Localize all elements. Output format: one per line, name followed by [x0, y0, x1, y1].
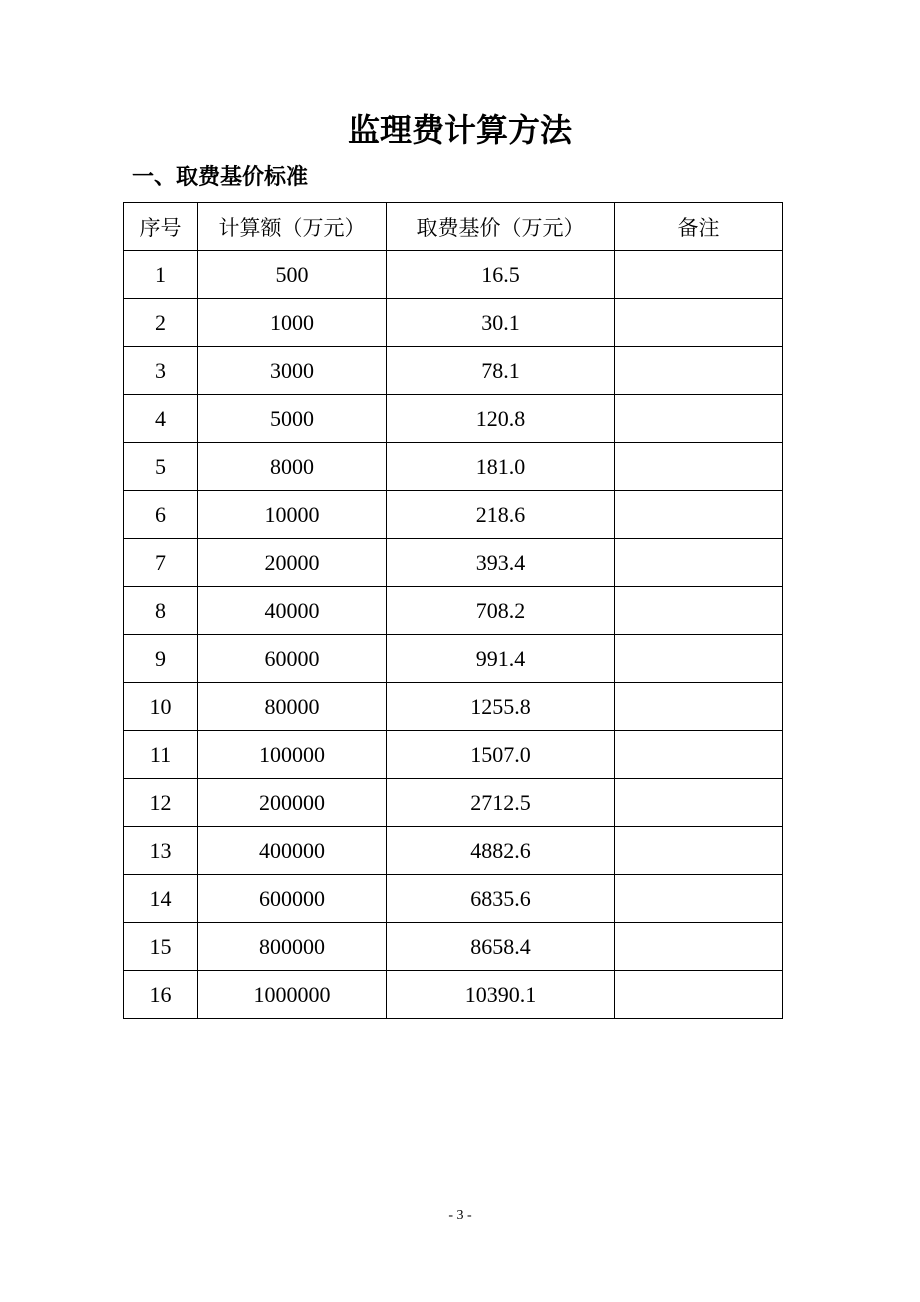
table-row: [124, 299, 783, 347]
cell-base-fee: 2712.5: [387, 779, 615, 827]
page-title: 监理费计算方法: [347, 111, 572, 149]
cell-index: 16: [124, 971, 198, 1019]
cell-amount: 400000: [198, 827, 387, 875]
cell-index: 12: [124, 779, 198, 827]
cell-remarks: [615, 587, 783, 635]
cell-remarks: [615, 491, 783, 539]
cell-amount: 200000: [198, 779, 387, 827]
table-row: [124, 971, 783, 1019]
cell-index: 5: [124, 443, 198, 491]
cell-index: 10: [124, 683, 198, 731]
cell-amount: 5000: [198, 395, 387, 443]
cell-amount: 20000: [198, 539, 387, 587]
section-heading: 一、取费基价标准: [132, 165, 309, 190]
cell-amount: 1000: [198, 299, 387, 347]
table-header-row: [124, 203, 783, 251]
table-row: [124, 347, 783, 395]
cell-base-fee: 708.2: [387, 587, 615, 635]
cell-amount: 3000: [198, 347, 387, 395]
cell-index: 11: [124, 731, 198, 779]
cell-amount: 800000: [198, 923, 387, 971]
fee-table: [123, 202, 783, 1019]
cell-remarks: [615, 875, 783, 923]
cell-remarks: [615, 539, 783, 587]
table-row: [124, 587, 783, 635]
cell-base-fee: 393.4: [387, 539, 615, 587]
table-row: [124, 395, 783, 443]
cell-remarks: [615, 251, 783, 299]
table-row: [124, 635, 783, 683]
cell-index: 9: [124, 635, 198, 683]
header-remarks: 备注: [615, 203, 783, 251]
cell-amount: 8000: [198, 443, 387, 491]
cell-base-fee: 218.6: [387, 491, 615, 539]
cell-amount: 100000: [198, 731, 387, 779]
cell-amount: 80000: [198, 683, 387, 731]
cell-base-fee: 1507.0: [387, 731, 615, 779]
cell-remarks: [615, 299, 783, 347]
cell-amount: 60000: [198, 635, 387, 683]
table-row: [124, 539, 783, 587]
cell-base-fee: 16.5: [387, 251, 615, 299]
table-row: [124, 779, 783, 827]
cell-amount: 1000000: [198, 971, 387, 1019]
cell-remarks: [615, 347, 783, 395]
table-row: [124, 683, 783, 731]
cell-base-fee: 30.1: [387, 299, 615, 347]
cell-base-fee: 181.0: [387, 443, 615, 491]
cell-remarks: [615, 827, 783, 875]
cell-remarks: [615, 683, 783, 731]
table-row: [124, 827, 783, 875]
cell-remarks: [615, 443, 783, 491]
table-row: [124, 251, 783, 299]
cell-remarks: [615, 971, 783, 1019]
table-body: [124, 251, 783, 1019]
cell-remarks: [615, 779, 783, 827]
cell-base-fee: 6835.6: [387, 875, 615, 923]
table-row: [124, 923, 783, 971]
cell-base-fee: 4882.6: [387, 827, 615, 875]
cell-amount: 10000: [198, 491, 387, 539]
cell-remarks: [615, 731, 783, 779]
page-number: - 3 -: [448, 1208, 472, 1223]
table-row: [124, 491, 783, 539]
cell-index: 6: [124, 491, 198, 539]
cell-amount: 500: [198, 251, 387, 299]
cell-remarks: [615, 395, 783, 443]
cell-base-fee: 991.4: [387, 635, 615, 683]
cell-base-fee: 8658.4: [387, 923, 615, 971]
table-row: [124, 443, 783, 491]
table-row: [124, 731, 783, 779]
cell-amount: 40000: [198, 587, 387, 635]
cell-index: 7: [124, 539, 198, 587]
cell-index: 15: [124, 923, 198, 971]
header-base-fee: 取费基价（万元）: [387, 203, 615, 251]
cell-base-fee: 1255.8: [387, 683, 615, 731]
cell-index: 14: [124, 875, 198, 923]
cell-base-fee: 78.1: [387, 347, 615, 395]
header-index: 序号: [124, 203, 198, 251]
cell-index: 8: [124, 587, 198, 635]
cell-base-fee: 120.8: [387, 395, 615, 443]
cell-index: 3: [124, 347, 198, 395]
cell-index: 4: [124, 395, 198, 443]
cell-remarks: [615, 923, 783, 971]
cell-base-fee: 10390.1: [387, 971, 615, 1019]
cell-remarks: [615, 635, 783, 683]
cell-index: 13: [124, 827, 198, 875]
header-amount: 计算额（万元）: [198, 203, 387, 251]
cell-amount: 600000: [198, 875, 387, 923]
table-row: [124, 875, 783, 923]
cell-index: 1: [124, 251, 198, 299]
cell-index: 2: [124, 299, 198, 347]
